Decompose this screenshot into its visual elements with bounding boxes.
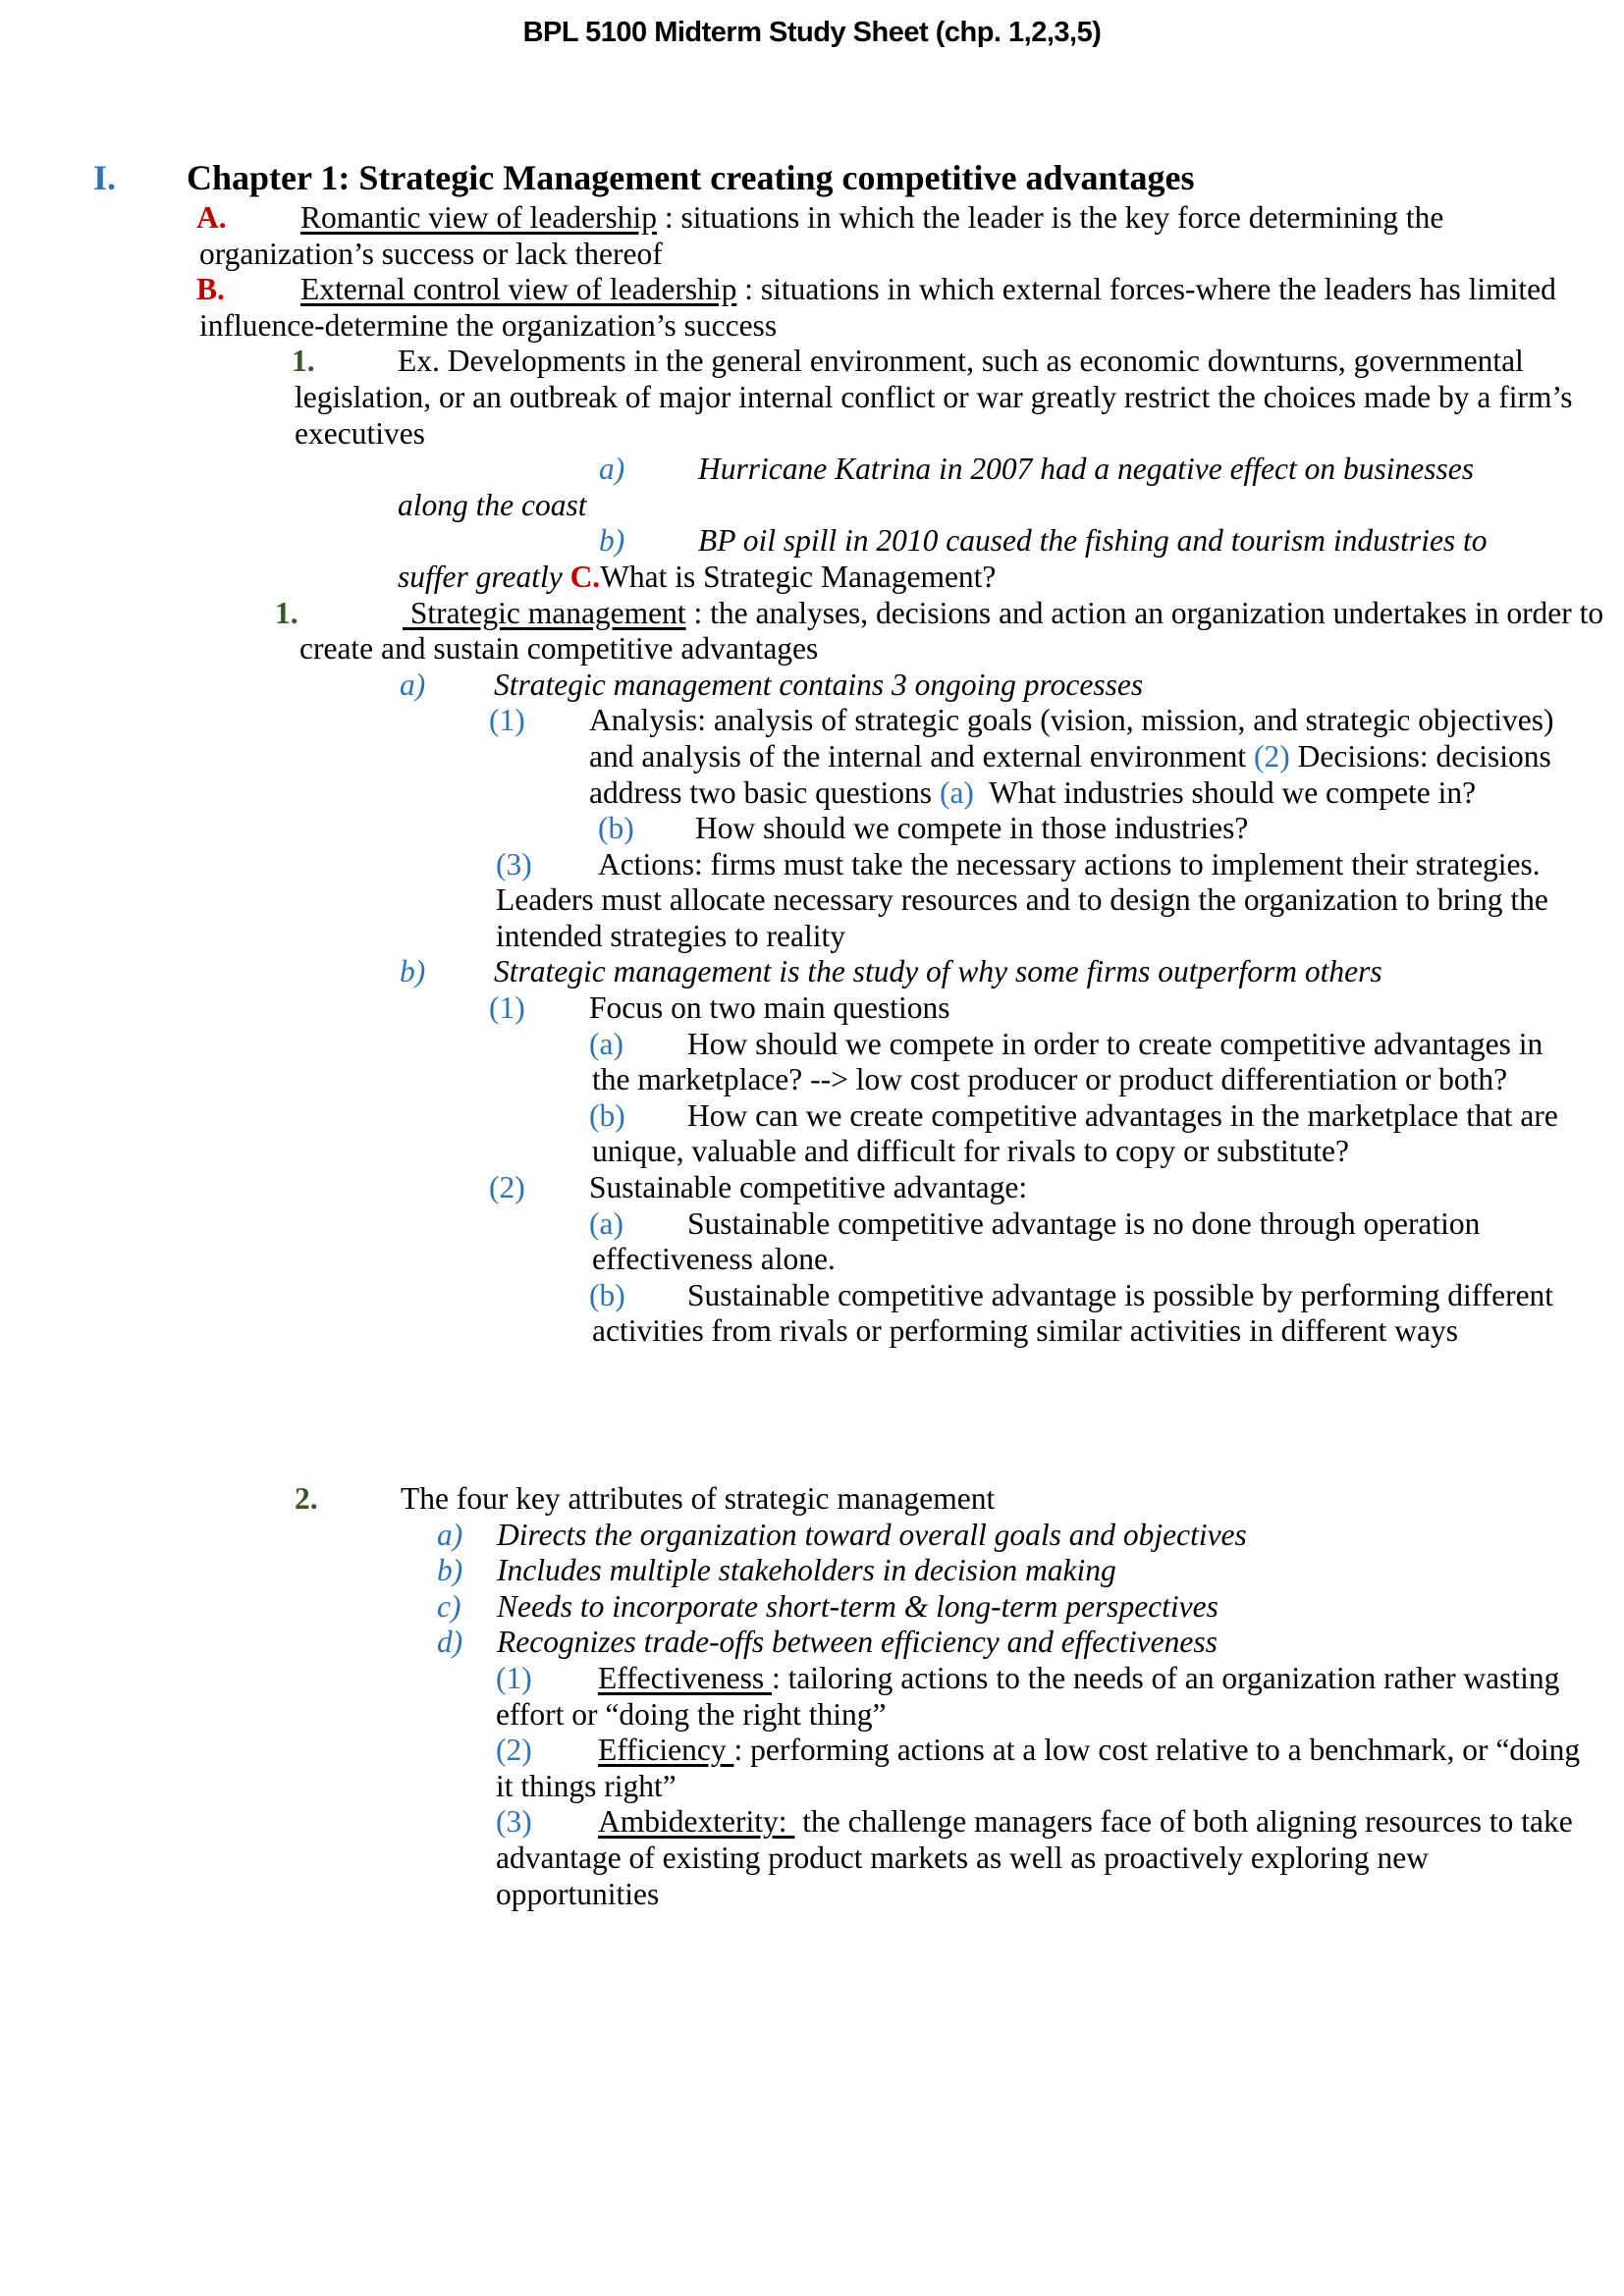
doc-line [0,1625,1624,1661]
outline-marker: I. [93,158,117,197]
text-run: Analysis: analysis of strategic goals (vision, mission, and strategic objectives) [589,703,1554,738]
doc-line [0,237,1624,273]
doc-line [0,1769,1624,1805]
text-run: Sustainable competitive advantage is possible by performing different [687,1277,1554,1312]
doc-line [0,1242,1624,1278]
text-run: (2) [1254,738,1290,774]
text-run: the challenge managers face of both aligning resources to take [794,1804,1573,1840]
doc-line [0,155,1624,200]
text-run: Ex. Developments in the general environment, such as economic downturns, governmental [398,344,1524,379]
text-run: unique, valuable and difficult for rivals to copy or substitute? [592,1134,1349,1169]
outline-marker: (1) [489,990,525,1026]
outline-marker: (2) [496,1733,532,1768]
text-run: Ambidexterity: [598,1804,795,1840]
doc-line [0,560,1624,596]
text-run: Decisions: decisions [1289,738,1551,774]
doc-line [0,739,1624,775]
text-run: it things right” [496,1768,677,1803]
doc-line [0,703,1624,739]
outline-marker: a) [437,1517,463,1552]
text-run: and analysis of the internal and external environment [589,738,1255,774]
outline-marker: (2) [489,1170,525,1205]
text-run: effectiveness alone. [592,1242,836,1277]
text-run: Romantic view of leadership [300,200,658,235]
text-run: organization’s success or lack thereof [199,236,663,271]
text-run: activities from rivals or performing similar activities in different ways [592,1313,1459,1349]
doc-line [0,882,1624,919]
text-run: advantage of existing product markets as well as proactively exploring new [496,1840,1429,1875]
text-run: Sustainable competitive advantage: [589,1170,1028,1205]
doc-line [0,1481,1624,1518]
outline-marker: b) [437,1553,463,1588]
outline-marker: A. [196,200,227,235]
doc-line [0,1553,1624,1589]
text-run: Directs the organization toward overall goals and objectives [497,1517,1247,1552]
doc-line [0,452,1624,488]
text-run: What is Strategic Management? [600,559,997,594]
text-run: The four key attributes of strategic management [401,1481,996,1516]
doc-line [0,1804,1624,1841]
outline-marker: (3) [496,846,532,881]
outline-marker: (b) [589,1097,625,1133]
doc-line [0,1134,1624,1170]
doc-line [0,954,1624,990]
text-run: C. [569,559,601,594]
outline-marker: (a) [589,1205,623,1241]
text-run: address two basic questions [589,774,940,810]
text-run: create and sustain competitive advantages [299,631,819,667]
doc-line [0,1877,1624,1913]
outline-marker: c) [437,1588,461,1624]
doc-line [0,596,1624,632]
text-run: External control view of leadership [300,272,737,307]
doc-line [0,1661,1624,1697]
text-run: How should we compete in order to create competitive advantages in [687,1026,1543,1061]
outline-marker: 2. [295,1481,318,1516]
text-run: the marketplace? --> low cost producer or product differentiation or both? [592,1062,1508,1097]
text-run: (a) [939,774,974,810]
doc-line [0,1313,1624,1350]
doc-line [0,272,1624,308]
outline-marker: d) [437,1625,463,1660]
doc-line [0,631,1624,667]
text-run: suffer greatly [398,559,570,594]
text-run: How can we create competitive advantages in the marketplace that are [687,1097,1558,1133]
doc-line [0,1589,1624,1626]
outline-marker: b) [599,523,625,559]
text-run: opportunities [496,1876,660,1911]
outline-marker: 1. [292,344,315,379]
outline-marker: (3) [496,1804,532,1840]
text-run: : tailoring actions to the needs of an organization rather wasting [771,1660,1560,1695]
text-run: Effectiveness [598,1660,772,1695]
doc-line [0,488,1624,524]
doc-line [0,811,1624,847]
text-run: influence-determine the organization’s success [199,307,778,343]
text-run: Recognizes trade-offs between efficiency and effectiveness [497,1625,1218,1660]
doc-line [0,1062,1624,1098]
outline-marker: (1) [496,1660,532,1695]
doc-line [0,1098,1624,1135]
text-run: executives [295,415,425,451]
doc-line [0,1697,1624,1734]
text-run: effort or “doing the right thing” [496,1696,887,1732]
doc-line [0,1278,1624,1314]
text-run: What industries should we compete in? [973,774,1477,810]
outline-body [0,155,1624,1912]
text-run: Strategic management [403,595,686,630]
doc-line [0,1733,1624,1769]
text-run: Sustainable competitive advantage is no done through operation [687,1205,1481,1241]
outline-marker: (1) [489,703,525,738]
doc-line [0,919,1624,955]
text-run: Chapter 1: Strategic Management creating competitive advantages [187,158,1195,197]
doc-line [0,847,1624,883]
doc-line [0,1027,1624,1063]
doc-line [0,1206,1624,1243]
doc-line [0,990,1624,1027]
text-run: Efficiency [598,1733,734,1768]
doc-line [0,308,1624,345]
outline-marker: (b) [589,1277,625,1312]
outline-marker: (b) [598,811,634,846]
doc-line [0,416,1624,453]
text-run: Focus on two main questions [589,990,950,1026]
text-run: BP oil spill in 2010 caused the fishing and tourism industries to [698,523,1488,559]
text-run: : performing actions at a low cost relative to a benchmark, or “doing [733,1733,1581,1768]
document-title: BPL 5100 Midterm Study Sheet (chp. 1,2,3,5) [522,17,1102,48]
text-run: Hurricane Katrina in 2007 had a negative effect on businesses [698,452,1475,487]
text-run: intended strategies to reality [496,918,846,953]
doc-line [0,775,1624,812]
text-run: Strategic management is the study of why some firms outperform others [494,954,1382,989]
text-run: : situations in which external forces-where the leaders has limited [736,272,1556,307]
text-run: : situations in which the leader is the key force determining the [657,200,1444,235]
doc-line [0,344,1624,380]
doc-line [0,523,1624,560]
text-run: : the analyses, decisions and action an organization undertakes in order to [685,595,1604,630]
text-run: How should we compete in those industries? [695,811,1249,846]
text-run: Leaders must allocate necessary resources and to design the organization to bring the [496,882,1548,918]
text-run: Needs to incorporate short-term & long-term perspectives [497,1588,1218,1624]
outline-marker: a) [599,452,625,487]
doc-line [0,380,1624,416]
doc-line [0,1170,1624,1206]
doc-line [0,1841,1624,1877]
text-run: Actions: firms must take the necessary actions to implement their strategies. [598,846,1541,881]
outline-marker: b) [400,954,426,989]
text-run: Strategic management contains 3 ongoing processes [494,667,1144,702]
doc-line [0,1518,1624,1554]
outline-marker: 1. [275,595,298,630]
outline-marker: a) [400,667,426,702]
outline-marker: B. [196,272,225,307]
text-run: legislation, or an outbreak of major internal conflict or war greatly restrict the choices made by a firm’s [295,379,1573,414]
outline-marker: (a) [589,1026,623,1061]
doc-line [0,667,1624,704]
text-run: along the coast [398,487,587,522]
text-run: Includes multiple stakeholders in decision making [497,1553,1116,1588]
doc-line [0,200,1624,237]
